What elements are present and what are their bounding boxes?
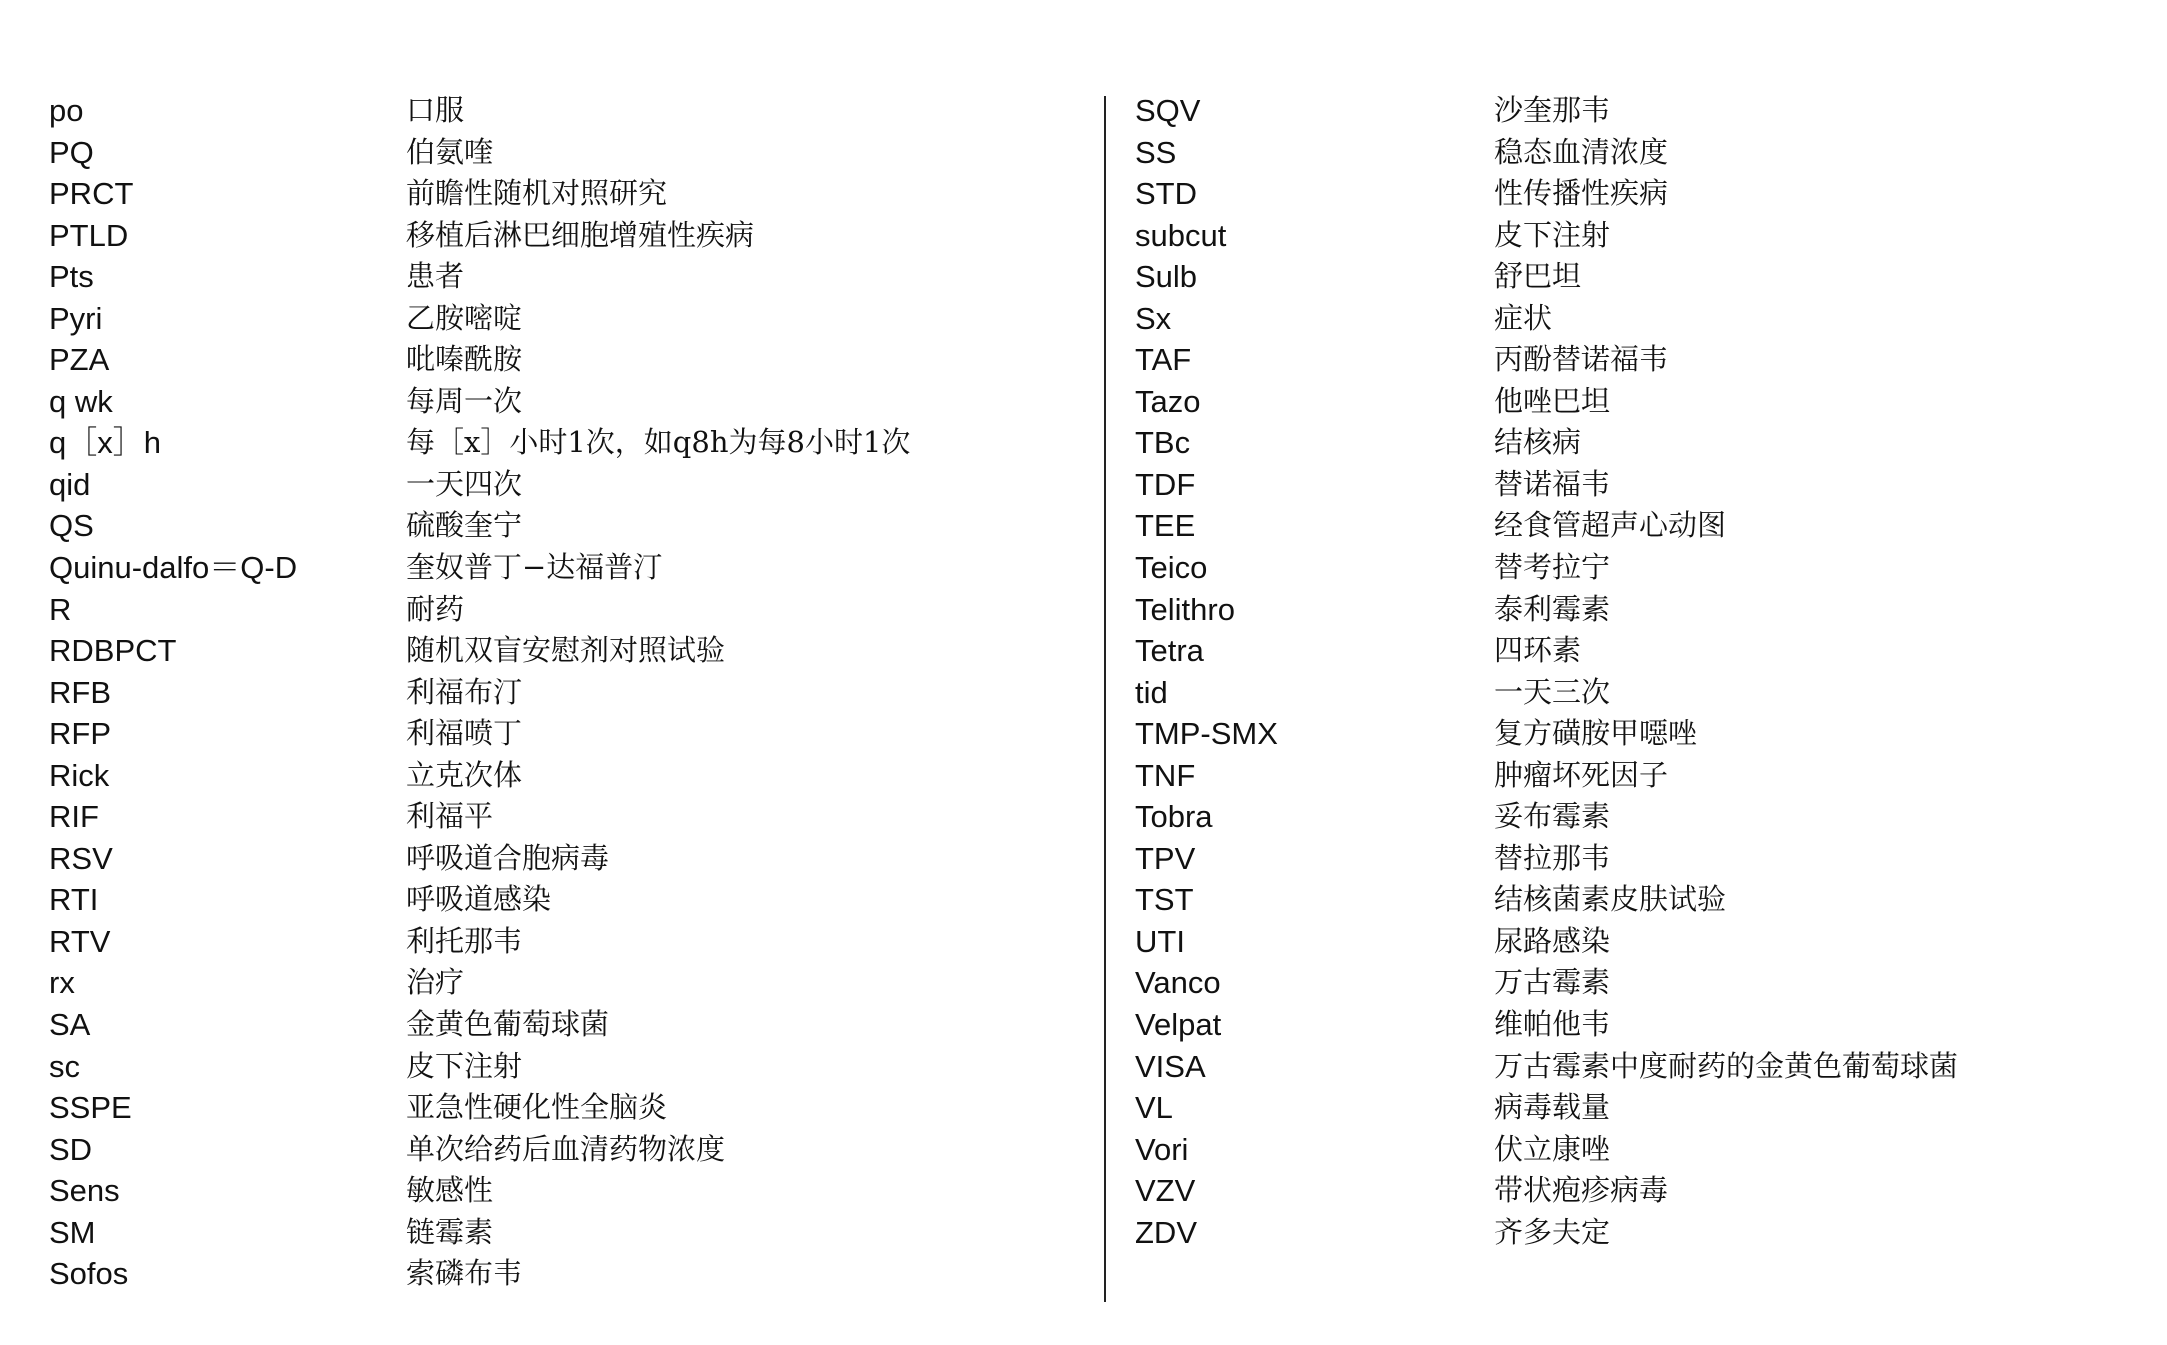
abbreviation-term: RIF [49,799,99,835]
abbreviation-row [49,1253,1089,1295]
abbreviation-row [1135,256,2135,298]
abbreviation-meaning: 替考拉宁 [1494,550,1611,585]
abbreviation-term: tid [1135,674,1168,710]
abbreviation-meaning: 移植后淋巴细胞增殖性疾病 [406,217,755,252]
abbreviation-meaning: 索磷布韦 [406,1256,523,1291]
abbreviation-row [1135,630,2135,672]
abbreviation-row [49,630,1089,672]
abbreviation-row [49,381,1089,423]
abbreviation-row [1135,298,2135,340]
abbreviation-term: Sx [1135,300,1172,336]
abbreviation-term: Telithro [1135,591,1235,627]
abbreviation-row [49,339,1089,381]
abbreviation-term: Pts [49,259,94,295]
abbreviation-term: TDF [1135,466,1196,502]
abbreviation-term: SQV [1135,93,1201,128]
abbreviation-row [49,589,1089,631]
abbreviation-row [49,422,1089,464]
abbreviation-term: Tazo [1135,383,1201,419]
abbreviation-row [1135,422,2135,464]
abbreviation-term: UTI [1135,923,1185,959]
abbreviation-meaning: 万古霉素 [1494,965,1611,1000]
abbreviation-row [49,713,1089,755]
abbreviation-term: TST [1135,882,1194,918]
abbreviation-meaning: 结核病 [1494,425,1582,460]
abbreviation-term: PZA [49,342,110,378]
abbreviation-term: Sens [49,1173,120,1209]
abbreviation-term: RSV [49,840,113,876]
abbreviation-term: RFP [49,716,111,752]
abbreviation-row [1135,1004,2135,1046]
abbreviation-row [1135,796,2135,838]
abbreviation-meaning: 肿瘤坏死因子 [1494,757,1669,792]
abbreviation-term: TAF [1135,342,1192,378]
abbreviation-term: po [49,93,84,128]
abbreviation-meaning: 带状疱疹病毒 [1494,1173,1669,1208]
abbreviation-term: q wk [49,383,113,419]
abbreviation-meaning: 立克次体 [406,757,523,792]
abbreviation-meaning: 结核菌素皮肤试验 [1494,882,1727,917]
abbreviation-row [49,132,1089,174]
abbreviation-term: Tobra [1135,799,1213,835]
abbreviation-term: TPV [1135,840,1196,876]
abbreviation-term: RDBPCT [49,633,177,669]
abbreviation-meaning: 患者 [406,259,465,294]
abbreviation-term: SA [49,1007,91,1043]
abbreviation-term: SD [49,1131,93,1167]
abbreviation-meaning: 一天三次 [1494,674,1611,709]
abbreviation-meaning: 亚急性硬化性全脑炎 [406,1090,668,1125]
left-column [49,90,1089,1295]
column-divider [1104,96,1106,1302]
abbreviation-row [49,962,1089,1004]
abbreviation-meaning: 一天四次 [406,466,523,501]
abbreviation-row [1135,173,2135,215]
abbreviation-row [49,464,1089,506]
abbreviation-meaning: 口服 [406,93,465,127]
abbreviation-term: VISA [1135,1048,1206,1084]
abbreviation-meaning: 耐药 [406,591,465,626]
abbreviation-row [49,672,1089,714]
abbreviation-row [49,1170,1089,1212]
abbreviation-term: Sofos [49,1256,129,1292]
abbreviation-meaning: 呼吸道合胞病毒 [406,840,610,875]
abbreviation-meaning: 每［x］小时1次，如q8h为每8小时1次 [406,425,911,460]
abbreviation-term: PRCT [49,176,134,212]
abbreviation-row [49,1087,1089,1129]
abbreviation-term: SM [49,1214,96,1250]
abbreviation-term: QS [49,508,94,544]
abbreviation-row [1135,1087,2135,1129]
abbreviation-row [49,173,1089,215]
abbreviation-term: sc [49,1048,80,1084]
abbreviation-meaning: 尿路感染 [1494,923,1611,958]
abbreviation-term: RTI [49,882,99,918]
abbreviation-meaning: 吡嗪酰胺 [406,342,523,377]
abbreviation-term: PQ [49,134,94,170]
abbreviation-meaning: 丙酚替诺福韦 [1494,342,1669,377]
abbreviation-meaning: 每周一次 [406,383,523,418]
abbreviation-meaning: 利托那韦 [406,923,523,958]
abbreviation-row [1135,755,2135,797]
abbreviation-term: Quinu-dalfo＝Q-D [49,550,298,586]
abbreviation-row [1135,132,2135,174]
abbreviation-row [49,1212,1089,1254]
abbreviation-meaning: 敏感性 [406,1173,494,1208]
abbreviation-term: R [49,591,72,627]
abbreviation-meaning: 金黄色葡萄球菌 [406,1007,610,1042]
abbreviation-row [49,90,1089,132]
abbreviation-meaning: 万古霉素中度耐药的金黄色葡萄球菌 [1494,1048,1959,1083]
abbreviation-meaning: 稳态血清浓度 [1494,134,1669,169]
abbreviation-row [1135,879,2135,921]
abbreviation-row [1135,505,2135,547]
abbreviation-row [1135,713,2135,755]
abbreviation-row [49,838,1089,880]
abbreviation-row [49,215,1089,257]
abbreviation-term: PTLD [49,217,129,253]
abbreviation-meaning: 单次给药后血清药物浓度 [406,1131,726,1166]
abbreviation-term: TBc [1135,425,1191,461]
abbreviation-row [1135,1212,2135,1254]
abbreviation-meaning: 泰利霉素 [1494,591,1611,626]
abbreviation-term: SSPE [49,1090,132,1126]
abbreviation-meaning: 链霉素 [406,1214,494,1249]
abbreviation-term: Sulb [1135,259,1198,295]
abbreviation-row [49,796,1089,838]
abbreviation-meaning: 治疗 [406,965,465,1000]
abbreviation-row [1135,1046,2135,1088]
abbreviation-term: q［x］h [49,425,161,461]
abbreviation-term: TMP-SMX [1135,716,1278,752]
abbreviation-row [1135,90,2135,132]
abbreviation-meaning: 沙奎那韦 [1494,93,1611,127]
abbreviation-row [49,921,1089,963]
abbreviation-meaning: 利福平 [406,799,494,834]
abbreviation-meaning: 随机双盲安慰剂对照试验 [406,633,726,668]
abbreviation-row [1135,962,2135,1004]
abbreviation-meaning: 妥布霉素 [1494,799,1611,834]
abbreviation-row [1135,838,2135,880]
abbreviation-term: Tetra [1135,633,1204,669]
abbreviation-row [1135,672,2135,714]
abbreviation-term: SS [1135,134,1177,170]
abbreviation-meaning: 性传播性疾病 [1494,176,1669,211]
abbreviation-term: qid [49,466,91,502]
abbreviation-term: TNF [1135,757,1196,793]
abbreviation-row [1135,339,2135,381]
abbreviation-meaning: 舒巴坦 [1494,259,1582,294]
abbreviation-row [1135,215,2135,257]
abbreviation-meaning: 前瞻性随机对照研究 [406,176,668,211]
abbreviation-meaning: 皮下注射 [1494,217,1611,252]
abbreviation-term: subcut [1135,217,1227,253]
abbreviation-term: RFB [49,674,111,710]
abbreviation-term: Vanco [1135,965,1221,1001]
abbreviation-row [49,256,1089,298]
abbreviation-meaning: 利福喷丁 [406,716,523,751]
abbreviation-meaning: 伯氨喹 [406,134,494,169]
abbreviation-row [1135,1129,2135,1171]
abbreviation-meaning: 替诺福韦 [1494,466,1611,501]
abbreviation-row [1135,381,2135,423]
abbreviation-row [49,1129,1089,1171]
abbreviation-meaning: 硫酸奎宁 [406,508,523,543]
abbreviation-term: ZDV [1135,1214,1197,1250]
abbreviation-row [49,755,1089,797]
abbreviation-row [49,547,1089,589]
abbreviation-meaning: 四环素 [1494,633,1582,668]
abbreviation-term: Vori [1135,1131,1189,1167]
abbreviation-meaning: 伏立康唑 [1494,1131,1611,1166]
abbreviation-meaning: 奎奴普丁−达福普汀 [406,550,663,585]
abbreviation-meaning: 利福布汀 [406,674,523,709]
abbreviation-meaning: 乙胺嘧啶 [406,300,523,335]
abbreviation-term: Velpat [1135,1007,1222,1043]
abbreviation-row [49,879,1089,921]
abbreviation-row [1135,921,2135,963]
abbreviation-meaning: 经食管超声心动图 [1494,508,1727,543]
abbreviation-row [49,1004,1089,1046]
abbreviation-row [1135,1170,2135,1212]
abbreviation-meaning: 齐多夫定 [1494,1214,1611,1249]
abbreviation-row [1135,589,2135,631]
abbreviation-term: VL [1135,1090,1173,1126]
abbreviation-meaning: 病毒载量 [1494,1090,1611,1125]
abbreviation-term: Teico [1135,550,1208,586]
abbreviation-meaning: 维帕他韦 [1494,1007,1611,1042]
abbreviation-meaning: 复方磺胺甲噁唑 [1494,716,1698,751]
abbreviation-term: Rick [49,757,110,793]
abbreviation-term: STD [1135,176,1197,212]
right-column [1135,90,2135,1253]
abbreviation-row [49,505,1089,547]
abbreviation-row [1135,464,2135,506]
abbreviation-row [49,298,1089,340]
abbreviation-term: Pyri [49,300,103,336]
abbreviation-row [1135,547,2135,589]
abbreviation-meaning: 呼吸道感染 [406,882,552,917]
abbreviation-meaning: 他唑巴坦 [1494,383,1611,418]
abbreviation-term: rx [49,965,75,1001]
abbreviation-term: VZV [1135,1173,1196,1209]
abbreviation-meaning: 替拉那韦 [1494,840,1611,875]
abbreviation-meaning: 症状 [1494,300,1553,335]
abbreviation-meaning: 皮下注射 [406,1048,523,1083]
abbreviation-term: TEE [1135,508,1196,544]
abbreviation-row [49,1046,1089,1088]
abbreviation-term: RTV [49,923,111,959]
